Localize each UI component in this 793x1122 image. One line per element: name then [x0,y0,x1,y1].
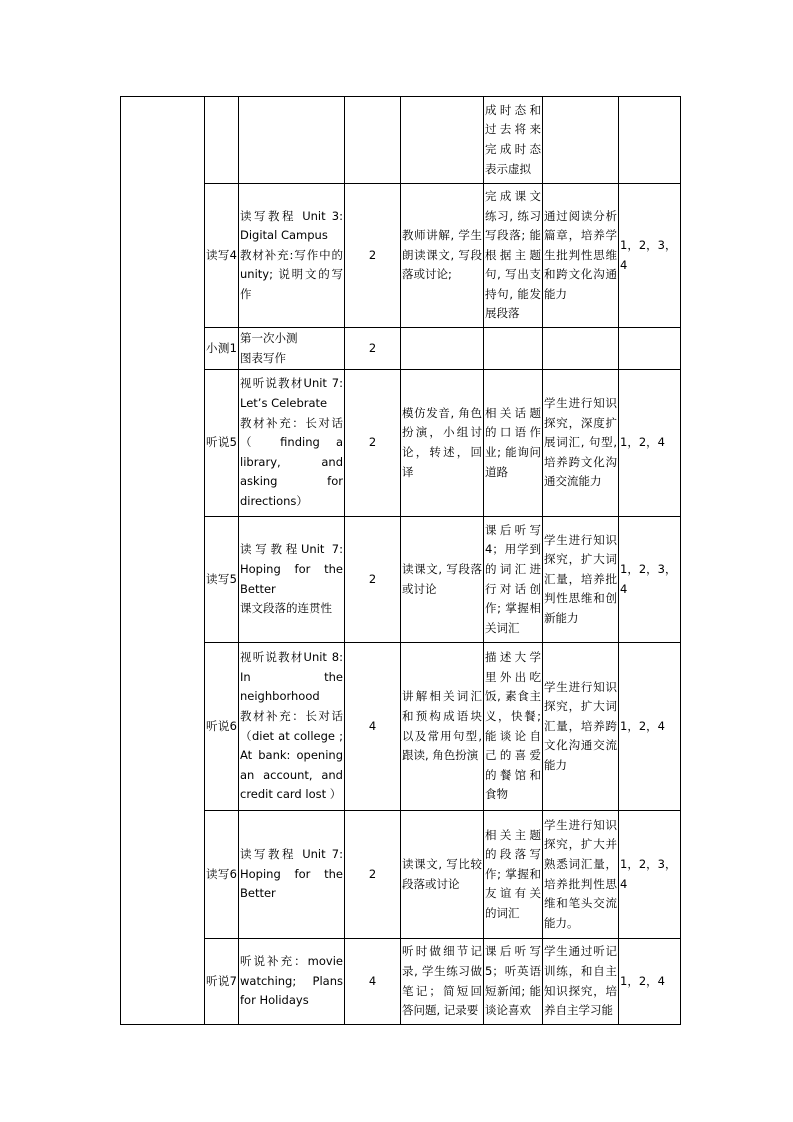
type-cell: 听说7 [205,939,239,1025]
homework-cell [484,328,543,370]
type-cell: 读写5 [205,517,239,643]
hours-cell: 2 [345,517,401,643]
type-cell: 读写6 [205,811,239,939]
method-cell [401,328,484,370]
indicator-cell [619,328,681,370]
table-row [121,184,681,328]
hours-cell: 2 [345,811,401,939]
type-cell: 听说6 [205,643,239,811]
method-cell: 教师讲解, 学生朗读课文, 写段落或讨论; [401,184,484,328]
goal-cell: 学生进行知识探究，扩大词汇量，培养批判性思维和创新能力 [543,517,619,643]
homework-cell: 相关主题的段落写作; 掌握和友谊有关的词汇 [484,811,543,939]
homework-cell: 描述大学里外出吃饭, 素食主义，快餐; 能谈论自己的喜爱的餐馆和食物 [484,643,543,811]
method-cell: 听时做细节记录, 学生练习做笔记；简短回答问题, 记录要 [401,939,484,1025]
content-cell [239,97,345,184]
indicator-cell [619,97,681,184]
hours-cell: 4 [345,939,401,1025]
content-cell: 读写教程 Unit 3: Digital Campus 教材补充:写作中的unity; 说明文的写作 [239,184,345,328]
content-cell: 听说补充：movie watching; Plans for Holidays [239,939,345,1025]
goal-cell: 学生通过听记训练，和自主知识探究，培养自主学习能 [543,939,619,1025]
method-cell [401,97,484,184]
homework-cell: 课后听写5；听英语短新闻; 能谈论喜欢 [484,939,543,1025]
hours-cell: 2 [345,370,401,517]
goal-cell: 学生进行知识探究，扩大词汇量，培养跨文化沟通交流能力 [543,643,619,811]
table-row [121,811,681,939]
hours-cell [345,97,401,184]
syllabus-table [120,96,681,1025]
indicator-cell: 1，2，4 [619,643,681,811]
goal-cell [543,97,619,184]
method-cell: 讲解相关词汇和预构成语块以及常用句型, 跟读, 角色扮演 [401,643,484,811]
homework-cell: 完成课文练习, 练习写段落; 能根据主题句, 写出支持句, 能发展段落 [484,184,543,328]
table-row [121,97,681,184]
method-cell: 读课文, 写比较段落或讨论 [401,811,484,939]
homework-cell: 课后听写4；用学到的词汇进行对话创作; 掌握相关词汇 [484,517,543,643]
content-cell: 第一次小测 图表写作 [239,328,345,370]
content-cell: 读写教程 Unit 7: Hoping for the Better [239,811,345,939]
homework-cell: 相关话题的口语作业; 能询问道路 [484,370,543,517]
table-row [121,517,681,643]
indicator-cell: 1，2，4 [619,939,681,1025]
indicator-cell: 1，2，3，4 [619,517,681,643]
table-row [121,370,681,517]
table-row [121,328,681,370]
hours-cell: 4 [345,643,401,811]
type-cell: 读写4 [205,184,239,328]
indicator-cell: 1，2，3，4 [619,184,681,328]
hours-cell: 2 [345,328,401,370]
hours-cell: 2 [345,184,401,328]
indicator-cell: 1，2，3，4 [619,811,681,939]
goal-cell [543,328,619,370]
method-cell: 模仿发音, 角色扮演，小组讨论，转述，回译 [401,370,484,517]
content-cell: 视听说教材Unit 8: In the neighborhood 教材补充：长对话（diet at college ; At bank: opening an account, and credit card lost ） [239,643,345,811]
content-cell: 读写教程Unit 7: Hoping for the Better 课文段落的连贯性 [239,517,345,643]
type-cell: 听说5 [205,370,239,517]
table-row [121,939,681,1025]
merged-left-cell [121,97,205,1025]
type-cell [205,97,239,184]
homework-cell: 成时态和过去将来完成时态表示虚拟 [484,97,543,184]
content-cell: 视听说教材Unit 7: Let’s Celebrate 教材补充：长对话（ finding a library, and asking for directions） [239,370,345,517]
goal-cell: 通过阅读分析篇章，培养学生批判性思维和跨文化沟通能力 [543,184,619,328]
type-cell: 小测1 [205,328,239,370]
goal-cell: 学生进行知识探究，深度扩展词汇, 句型, 培养跨文化沟通交流能力 [543,370,619,517]
table-row [121,643,681,811]
indicator-cell: 1，2，4 [619,370,681,517]
goal-cell: 学生进行知识探究，扩大并熟悉词汇量，培养批判性思维和笔头交流能力。 [543,811,619,939]
method-cell: 读课文, 写段落或讨论 [401,517,484,643]
